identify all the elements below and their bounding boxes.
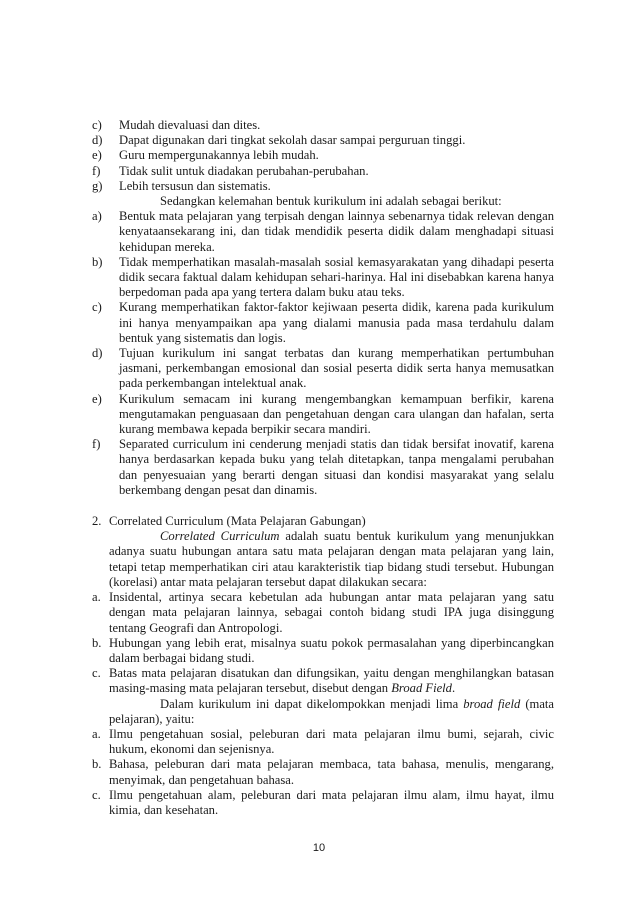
list-text: Insidental, artinya secara kebetulan ada hubungan antar mata pelajaran yang satu dengan mata pelajaran lainnya, sebagai contoh bidang studi IPA juga disinggung tentang Geografi dan Antropologi. <box>109 590 554 635</box>
list-item <box>92 209 554 255</box>
list-item <box>92 392 554 438</box>
list-item <box>92 118 554 133</box>
list-text: Ilmu pengetahuan alam, peleburan dari mata pelajaran ilmu alam, ilmu hayat, ilmu kimia, dan kesehatan. <box>109 787 554 817</box>
list-label: e) <box>92 148 102 163</box>
list-text: Hubungan yang lebih erat, misalnya suatu pokok permasalahan yang diperbincangkan dalam berbagai bidang studi. <box>109 635 554 665</box>
list-text: Tidak memperhatikan masalah-masalah sosial kemasyarakatan yang dihadapi peserta didik secara faktual dalam kehidupan sehari-harinya. Hal ini disebabkan karena hanya berpedoman pada apa yang tertera dalam buku atau teks. <box>119 254 554 300</box>
broad-field-list <box>92 727 554 818</box>
list-label: b. <box>92 757 102 772</box>
weakness-list <box>92 209 554 498</box>
broad-text: (mata pelajaran), yaitu: <box>109 696 554 726</box>
broad-italic-term: broad field <box>463 696 521 711</box>
list-item <box>92 666 554 696</box>
list-label: a. <box>92 590 101 605</box>
list-text: Ilmu pengetahuan sosial, peleburan dari mata pelajaran ilmu bumi, sejarah, civic hukum, ekonomi dan sejenisnya. <box>109 726 554 757</box>
list-text: Batas mata pelajaran disatukan dan difungsikan, yaitu dengan menghilangkan batasan masing-masing mata pelajaran tersebut, disebut dengan <box>109 666 554 696</box>
list-label: a) <box>92 209 102 224</box>
list-item <box>92 164 554 179</box>
section-intro <box>92 529 554 590</box>
correlation-list <box>92 590 554 696</box>
intro-italic-term: Correlated Curriculum <box>160 529 280 544</box>
list-label: f) <box>92 163 101 178</box>
list-label: b) <box>92 254 103 269</box>
page-content <box>92 118 554 818</box>
list-label: b. <box>92 635 102 650</box>
broad-field-intro <box>92 697 554 727</box>
list-text: Kurikulum semacam ini kurang mengembangkan kemampuan berfikir, karena mengutamakan penguasaan dan pengetahuan dengan cara ulangan dan hafalan, serta kurang membawa kepada berpikir secara mandiri. <box>119 391 554 437</box>
list-item <box>92 727 554 757</box>
list-item <box>92 300 554 346</box>
list-item <box>92 148 554 163</box>
list-label: c) <box>92 300 102 315</box>
advantages-list <box>92 118 554 194</box>
list-label: d) <box>92 133 103 148</box>
list-item <box>92 590 554 636</box>
list-item <box>92 788 554 818</box>
list-item <box>92 757 554 787</box>
section-title: Correlated Curriculum (Mata Pelajaran Gabungan) <box>109 514 366 529</box>
list-item <box>92 255 554 301</box>
list-label: d) <box>92 346 103 361</box>
intro-text: adalah suatu bentuk kurikulum yang menunjukkan adanya suatu hubungan antara satu mata pelajaran dengan mata pelajaran yang lain, tetapi tetap memperhatikan ciri atau karakteristik tiap bidang studi tersebut. Hubungan (korelasi) antar mata pelajaran tersebut dapat dilakukan secara: <box>109 529 554 589</box>
list-item <box>92 636 554 666</box>
list-text: Guru mempergunakannya lebih mudah. <box>119 148 319 163</box>
list-label: c. <box>92 666 101 681</box>
broad-text: Dalam kurikulum ini dapat dikelompokkan menjadi lima <box>160 696 464 711</box>
list-label: e) <box>92 391 102 406</box>
list-item <box>92 437 554 498</box>
list-label: a. <box>92 726 101 741</box>
list-label: g) <box>92 178 103 193</box>
list-label: c) <box>92 118 102 132</box>
list-label: f) <box>92 437 101 452</box>
list-text: Kurang memperhatikan faktor-faktor kejiwaan peserta didik, karena pada kurikulum ini hanya menyampaikan apa yang dialami manusia pada masa terdahulu dalam bentuk yang sistematis dan logis. <box>119 300 554 345</box>
weakness-intro: Sedangkan kelemahan bentuk kurikulum ini adalah sebagai berikut: <box>160 194 502 209</box>
list-text: . <box>451 681 456 696</box>
list-item <box>92 346 554 392</box>
list-text: Bahasa, peleburan dari mata pelajaran membaca, tata bahasa, menulis, mengarang, menyimak, dan pengetahuan bahasa. <box>109 757 554 787</box>
list-italic-term: Broad Field <box>391 681 452 696</box>
list-item <box>92 179 554 194</box>
list-text: Tidak sulit untuk diadakan perubahan-perubahan. <box>119 163 369 178</box>
section-heading <box>92 514 554 529</box>
list-text: Mudah dievaluasi dan dites. <box>119 118 261 132</box>
list-text: Dapat digunakan dari tingkat sekolah dasar sampai perguruan tinggi. <box>119 133 466 148</box>
list-text: Bentuk mata pelajaran yang terpisah dengan lainnya sebenarnya tidak relevan dengan kenyataansekarang ini, dan tidak mendidik peserta didik dalam menghadapi situasi kehidupan mereka. <box>119 209 554 254</box>
section-number: 2. <box>92 514 102 529</box>
page-number: 10 <box>312 842 326 854</box>
list-label: c. <box>92 787 101 802</box>
list-text: Separated curriculum ini cenderung menjadi statis dan tidak bersifat inovatif, karena hanya berdasarkan kepada buku yang telah ditetapkan, tanpa mengalami perubahan dan penyesuaian yang berarti dengan situasi dan kondisi masyarakat yang selalu berkembang dengan pesat dan dinamis. <box>119 437 554 497</box>
list-text: Lebih tersusun dan sistematis. <box>119 178 271 193</box>
list-item <box>92 133 554 148</box>
list-text: Tujuan kurikulum ini sangat terbatas dan kurang memperhatikan pertumbuhan jasmani, perkembangan emosional dan sosial peserta didik serta hanya memusatkan pada perkembangan intelektual anak. <box>119 346 554 391</box>
